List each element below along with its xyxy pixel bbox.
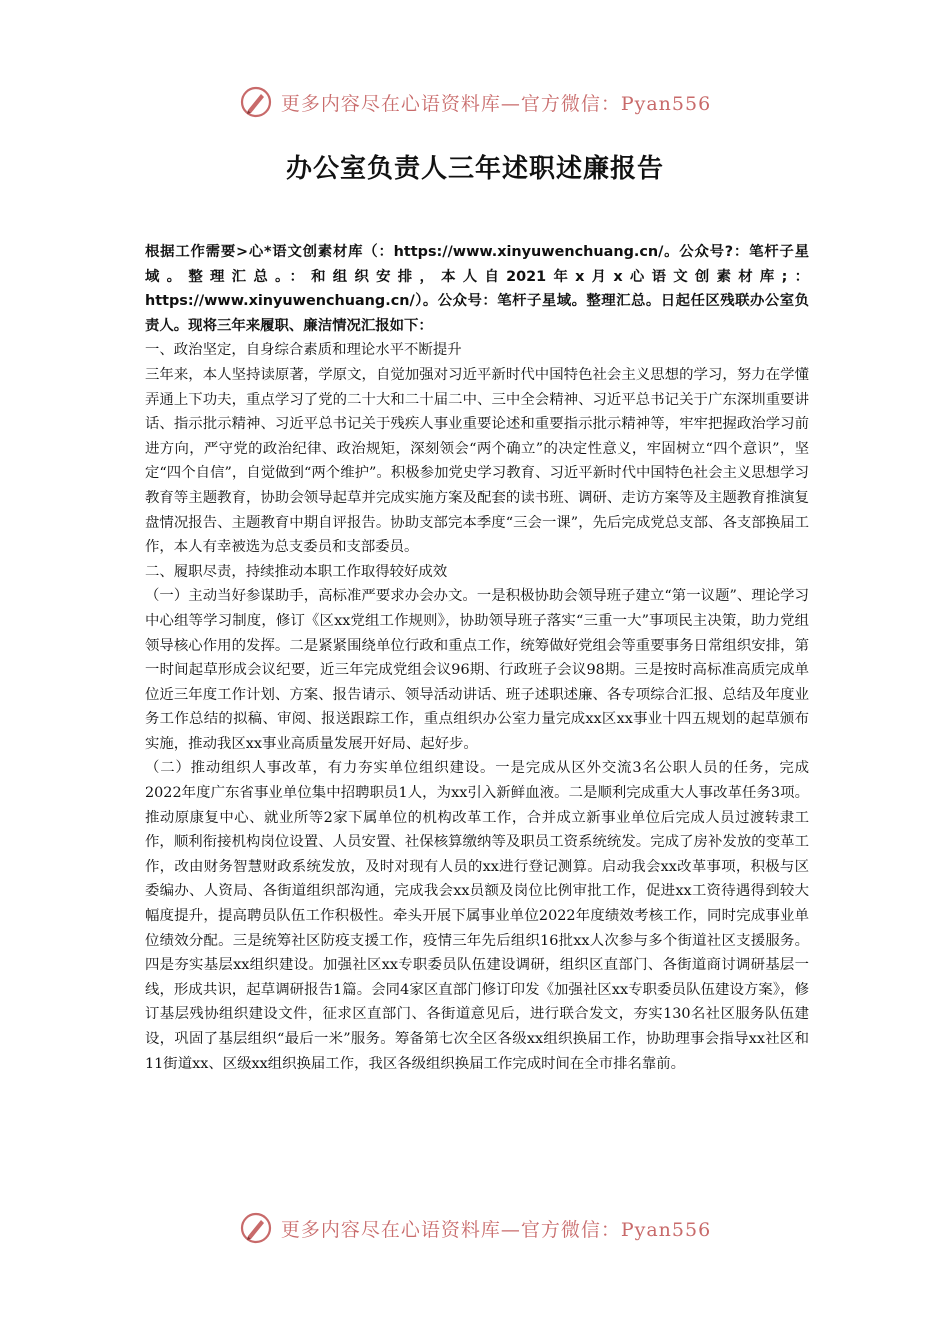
section-heading-1: 一、政治坚定，自身综合素质和理论水平不断提升 — [145, 342, 462, 359]
document-title: 办公室负责人三年述职述廉报告 — [285, 154, 664, 184]
body-paragraph-3: （二）推动组织人事改革，有力夯实单位组织建设。一是完成从区外交流3名公职人员的任务，完成2022年度广东省事业单位集中招聘职员1人，为xx引入新鲜血液。二是顺利完成重大人事改革任务3项。推动原康复中心、就业所等2家下属单位的机构改革工作，合并成立新事业单位后完成人员过渡转隶工作，顺利衔接机构岗位设置、人员安置、社保核算缴纳等及职员工资系统统发。完成了房补发放的变革工作，改由财务智慧财政系统发放，及时对现有人员的xx进行登记测算。启动我会xx改革事项，积极与区委编办、人资局、各街道组织部沟通，完成我会xx员额及岗位比例审批工作，促进xx工资待遇得到较大幅度提升，提高聘员队伍工作积极性。牵头开展下属事业单位2022年度绩效考核工作，同时完成事业单位绩效分配。三是统筹社区防疫支援工作，疫情三年先后组织16批xx人次参与多个街道社区支援服务。四是夯实基层xx组织建设。加强社区xx专职委员队伍建设调研，组织区直部门、各街道商讨调研基层一线，形成共识，起草调研报告1篇。会同4家区直部门修订印发《加强社区xx专职委员队伍建设方案》，修订基层残协组织建设文件，征求区直部门、各街道意见后，进行联合发文，夯实130名社区服务队伍建设，巩固了基层组织“最后一米”服务。筹备第七次全区各级xx组织换届工作，协助理事会指导xx社区和11街道xx、区级xx组织换届工作，我区各级组织换届工作完成时间在全市排名靠前。 — [145, 760, 809, 1072]
pen-circle-logo-icon — [239, 1211, 273, 1245]
document-body — [145, 240, 809, 1076]
section-heading-2: 二、履职尽责，持续推动本职工作取得较好成效 — [145, 563, 448, 580]
footer-banner-text: 更多内容尽在心语资料库—官方微信：Pyan556 — [280, 1218, 712, 1241]
body-paragraph-1: 三年来，本人坚持读原著，学原文，自觉加强对习近平新时代中国特色社会主义思想的学习，努力在学懂弄通上下功夫，重点学习了党的二十大和二十届二中、三中全会精神、习近平总书记关于广东深圳重要讲话、指示批示精神、习近平总书记关于残疾人事业重要论述和重要指示批示精神等，牢牢把握政治学习前进方向，严守党的政治纪律、政治规矩，深刻领会“两个确立”的决定性意义，牢固树立“四个意识”，坚定“四个自信”，自觉做到“两个维护”。积极参加党史学习教育、习近平新时代中国特色社会主义思想学习教育等主题教育，协助会领导起草并完成实施方案及配套的读书班、调研、走访方案等及主题教育推演复盘情况报告、主题教育中期自评报告。协助支部完本季度“三会一课”，先后完成党总支部、各支部换届工作，本人有幸被选为总支委员和支部委员。 — [145, 366, 809, 556]
header-banner-text: 更多内容尽在心语资料库—官方微信：Pyan556 — [280, 92, 712, 115]
intro-paragraph: 根据工作需要>心*语文创素材库（：https://www.xinyuwenchuang.cn/。公众号?：笔杆子星域。整理汇总。：和组织安排，本人自2021年x月x心语文创素材库;：https://www.xinyuwenchuang.cn/）。公众号：笔杆子星域。整理汇总。日起任区残联办公室负责人。现将三年来履职、廉洁情况汇报如下： — [145, 244, 809, 334]
pen-circle-logo-icon — [239, 85, 273, 119]
footer-banner — [0, 1208, 950, 1248]
header-banner — [0, 82, 950, 122]
body-paragraph-2: （一）主动当好参谋助手，高标准严要求办会办文。一是积极协助会领导班子建立“第一议题”、理论学习中心组等学习制度，修订《区xx党组工作规则》，协助领导班子落实“三重一大”事项民主决策，助力党组领导核心作用的发挥。二是紧紧围绕单位行政和重点工作，统筹做好党组会等重要事务日常组织安排，第一时间起草形成会议纪要，近三年完成党组会议96期、行政班子会议98期。三是按时高标准高质完成单位近三年度工作计划、方案、报告请示、领导活动讲话、班子述职述廉、各专项综合汇报、总结及年度业务工作总结的拟稿、审阅、报送跟踪工作，重点组织办公室力量完成xx区xx事业十四五规划的起草颁布实施，推动我区xx事业高质量发展开好局、起好步。 — [145, 588, 809, 752]
